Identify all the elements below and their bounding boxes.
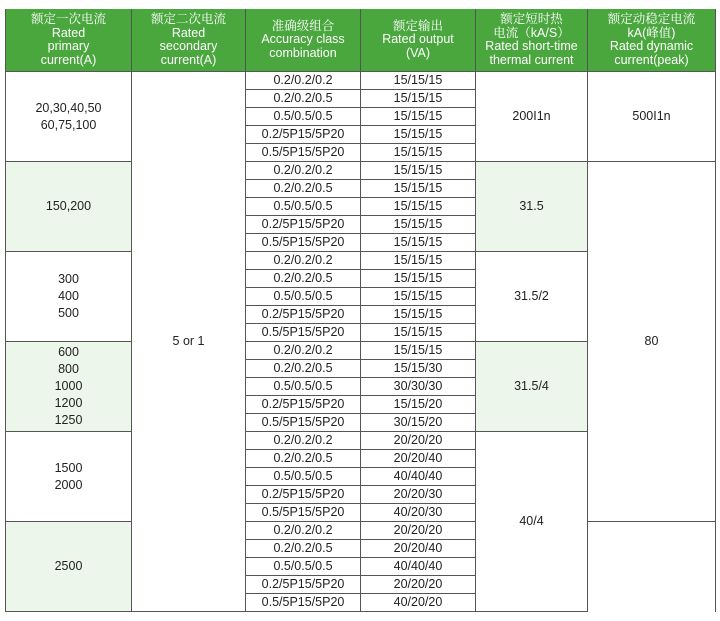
accuracy-cell: 0.2/5P15/5P20 bbox=[246, 126, 361, 144]
thermal-current-cell: 40/4 bbox=[476, 432, 588, 612]
output-cell: 15/15/15 bbox=[361, 90, 476, 108]
output-cell: 20/20/20 bbox=[361, 432, 476, 450]
output-cell: 40/20/30 bbox=[361, 504, 476, 522]
header-rated-output: 额定输出 Rated output (VA) bbox=[361, 9, 476, 72]
primary-current-cell: 300 400 500 bbox=[6, 252, 132, 342]
table-row bbox=[6, 162, 716, 180]
output-cell: 15/15/15 bbox=[361, 252, 476, 270]
thermal-current-cell: 31.5/2 bbox=[476, 252, 588, 342]
primary-current-cell: 150,200 bbox=[6, 162, 132, 252]
accuracy-cell: 0.5/0.5/0.5 bbox=[246, 468, 361, 486]
header-thermal-current: 额定短时热 电流（kA/S） Rated short-time thermal current bbox=[476, 9, 588, 72]
accuracy-cell: 0.2/0.2/0.5 bbox=[246, 180, 361, 198]
accuracy-cell: 0.2/0.2/0.5 bbox=[246, 360, 361, 378]
accuracy-cell: 0.2/5P15/5P20 bbox=[246, 216, 361, 234]
output-cell: 15/15/30 bbox=[361, 360, 476, 378]
output-cell: 15/15/20 bbox=[361, 396, 476, 414]
table-row bbox=[6, 72, 716, 90]
output-cell: 40/40/40 bbox=[361, 558, 476, 576]
output-cell: 15/15/15 bbox=[361, 162, 476, 180]
thermal-current-cell: 31.5 bbox=[476, 162, 588, 252]
dynamic-current-cell: 80 bbox=[588, 162, 716, 522]
accuracy-cell: 0.5/5P15/5P20 bbox=[246, 414, 361, 432]
accuracy-cell: 0.5/5P15/5P20 bbox=[246, 234, 361, 252]
accuracy-cell: 0.5/0.5/0.5 bbox=[246, 108, 361, 126]
output-cell: 15/15/15 bbox=[361, 342, 476, 360]
output-cell: 30/15/20 bbox=[361, 414, 476, 432]
accuracy-cell: 0.5/0.5/0.5 bbox=[246, 378, 361, 396]
accuracy-cell: 0.5/5P15/5P20 bbox=[246, 504, 361, 522]
dynamic-current-cell: 500I1n bbox=[588, 72, 716, 162]
primary-current-cell: 2500 bbox=[6, 522, 132, 612]
accuracy-cell: 0.2/0.2/0.2 bbox=[246, 162, 361, 180]
table-row bbox=[6, 522, 716, 540]
accuracy-cell: 0.2/0.2/0.2 bbox=[246, 252, 361, 270]
accuracy-cell: 0.2/0.2/0.2 bbox=[246, 522, 361, 540]
output-cell: 20/20/30 bbox=[361, 486, 476, 504]
output-cell: 15/15/15 bbox=[361, 216, 476, 234]
output-cell: 15/15/15 bbox=[361, 234, 476, 252]
primary-current-cell: 1500 2000 bbox=[6, 432, 132, 522]
accuracy-cell: 0.5/5P15/5P20 bbox=[246, 324, 361, 342]
header-accuracy-class: 准确级组合 Accuracy class combination bbox=[246, 9, 361, 72]
header-dynamic-current: 额定动稳定电流 kA(峰值) Rated dynamic current(peak) bbox=[588, 9, 716, 72]
output-cell: 15/15/15 bbox=[361, 72, 476, 90]
header-secondary-current: 额定二次电流 Rated secondary current(A) bbox=[132, 9, 246, 72]
accuracy-cell: 0.2/5P15/5P20 bbox=[246, 486, 361, 504]
output-cell: 15/15/15 bbox=[361, 288, 476, 306]
header-primary-current: 额定一次电流 Rated primary current(A) bbox=[6, 9, 132, 72]
accuracy-cell: 0.2/0.2/0.5 bbox=[246, 540, 361, 558]
accuracy-cell: 0.2/5P15/5P20 bbox=[246, 576, 361, 594]
accuracy-cell: 0.2/0.2/0.2 bbox=[246, 342, 361, 360]
output-cell: 15/15/15 bbox=[361, 306, 476, 324]
output-cell: 20/20/20 bbox=[361, 576, 476, 594]
output-cell: 40/20/20 bbox=[361, 594, 476, 612]
header-row bbox=[6, 9, 716, 72]
output-cell: 15/15/15 bbox=[361, 180, 476, 198]
accuracy-cell: 0.2/0.2/0.2 bbox=[246, 432, 361, 450]
output-cell: 30/30/30 bbox=[361, 378, 476, 396]
thermal-current-cell: 31.5/4 bbox=[476, 342, 588, 432]
output-cell: 15/15/15 bbox=[361, 126, 476, 144]
output-cell: 15/15/15 bbox=[361, 324, 476, 342]
accuracy-cell: 0.2/0.2/0.5 bbox=[246, 90, 361, 108]
output-cell: 15/15/15 bbox=[361, 144, 476, 162]
primary-current-cell: 20,30,40,50 60,75,100 bbox=[6, 72, 132, 162]
output-cell: 20/20/40 bbox=[361, 450, 476, 468]
accuracy-cell: 0.5/5P15/5P20 bbox=[246, 594, 361, 612]
output-cell: 20/20/40 bbox=[361, 540, 476, 558]
secondary-current-cell: 5 or 1 bbox=[132, 72, 246, 612]
output-cell: 15/15/15 bbox=[361, 270, 476, 288]
accuracy-cell: 0.2/5P15/5P20 bbox=[246, 396, 361, 414]
accuracy-cell: 0.2/0.2/0.5 bbox=[246, 450, 361, 468]
output-cell: 15/15/15 bbox=[361, 108, 476, 126]
accuracy-cell: 0.2/0.2/0.2 bbox=[246, 72, 361, 90]
thermal-current-cell: 200I1n bbox=[476, 72, 588, 162]
accuracy-cell: 0.2/0.2/0.5 bbox=[246, 270, 361, 288]
output-cell: 15/15/15 bbox=[361, 198, 476, 216]
spec-table bbox=[5, 9, 716, 612]
accuracy-cell: 0.5/0.5/0.5 bbox=[246, 288, 361, 306]
output-cell: 40/40/40 bbox=[361, 468, 476, 486]
accuracy-cell: 0.2/5P15/5P20 bbox=[246, 306, 361, 324]
output-cell: 20/20/20 bbox=[361, 522, 476, 540]
primary-current-cell: 600 800 1000 1200 1250 bbox=[6, 342, 132, 432]
accuracy-cell: 0.5/0.5/0.5 bbox=[246, 198, 361, 216]
accuracy-cell: 0.5/5P15/5P20 bbox=[246, 144, 361, 162]
accuracy-cell: 0.5/0.5/0.5 bbox=[246, 558, 361, 576]
